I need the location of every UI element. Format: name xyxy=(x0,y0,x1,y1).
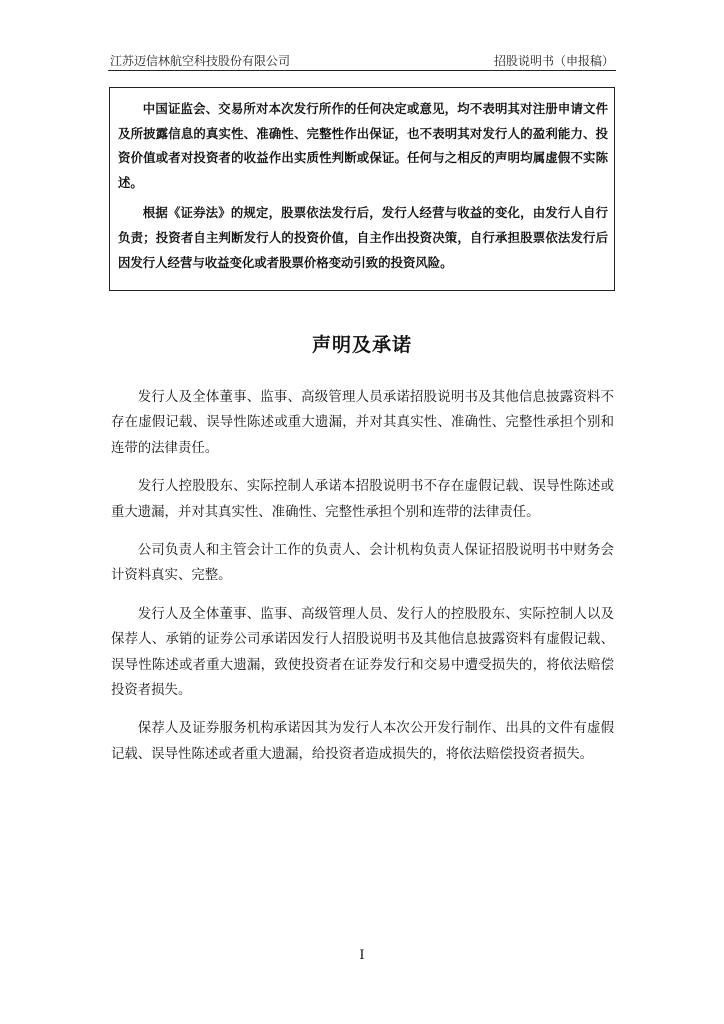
declaration-body xyxy=(111,385,614,780)
page-number: I xyxy=(359,948,365,963)
notice-paragraph: 中国证监会、交易所对本次发行所作的任何决定或意见，均不表明其对注册申请文件及所披露信息的真实性、准确性、完整性作出保证，也不表明其对发行人的盈利能力、投资价值或者对投资者的收益作出实质性判断或保证。任何与之相反的声明均属虚假不实陈述。 xyxy=(118,101,608,190)
body-paragraph: 公司负责人和主管会计工作的负责人、会计机构负责人保证招股说明书中财务会计资料真实、完整。 xyxy=(111,543,614,584)
section-title: 声明及承诺 xyxy=(311,334,412,356)
body-paragraph: 发行人控股股东、实际控制人承诺本招股说明书不存在虚假记载、误导性陈述或重大遗漏，并对其真实性、准确性、完整性承担个别和连带的法律责任。 xyxy=(111,479,614,520)
body-paragraph: 发行人及全体董事、监事、高级管理人员、发行人的控股股东、实际控制人以及保荐人、承销的证券公司承诺因发行人招股说明书及其他信息披露资料有虚假记载、误导性陈述或者重大遗漏，致使投资者在证券发行和交易中遭受损失的，将依法赔偿投资者损失。 xyxy=(111,606,614,699)
notice-paragraph: 根据《证券法》的规定，股票依法发行后，发行人经营与收益的变化，由发行人自行负责；投资者自主判断发行人的投资价值，自主作出投资决策，自行承担股票依法发行后因发行人经营与收益变化或者股票价格变动引致的投资风险。 xyxy=(118,205,608,270)
company-name: 江苏迈信林航空科技股份有限公司 xyxy=(110,54,291,68)
body-paragraph: 保荐人及证券服务机构承诺因其为发行人本次公开发行制作、出具的文件有虚假记载、误导性陈述或者重大遗漏，给投资者造成损失的，将依法赔偿投资者损失。 xyxy=(111,721,614,762)
body-paragraph: 发行人及全体董事、监事、高级管理人员承诺招股说明书及其他信息披露资料不存在虚假记载、误导性陈述或重大遗漏，并对其真实性、准确性、完整性承担个别和连带的法律责任。 xyxy=(111,390,614,456)
regulatory-notice-box xyxy=(109,87,615,291)
document-type: 招股说明书（申报稿） xyxy=(493,54,614,68)
page-header xyxy=(108,50,616,71)
